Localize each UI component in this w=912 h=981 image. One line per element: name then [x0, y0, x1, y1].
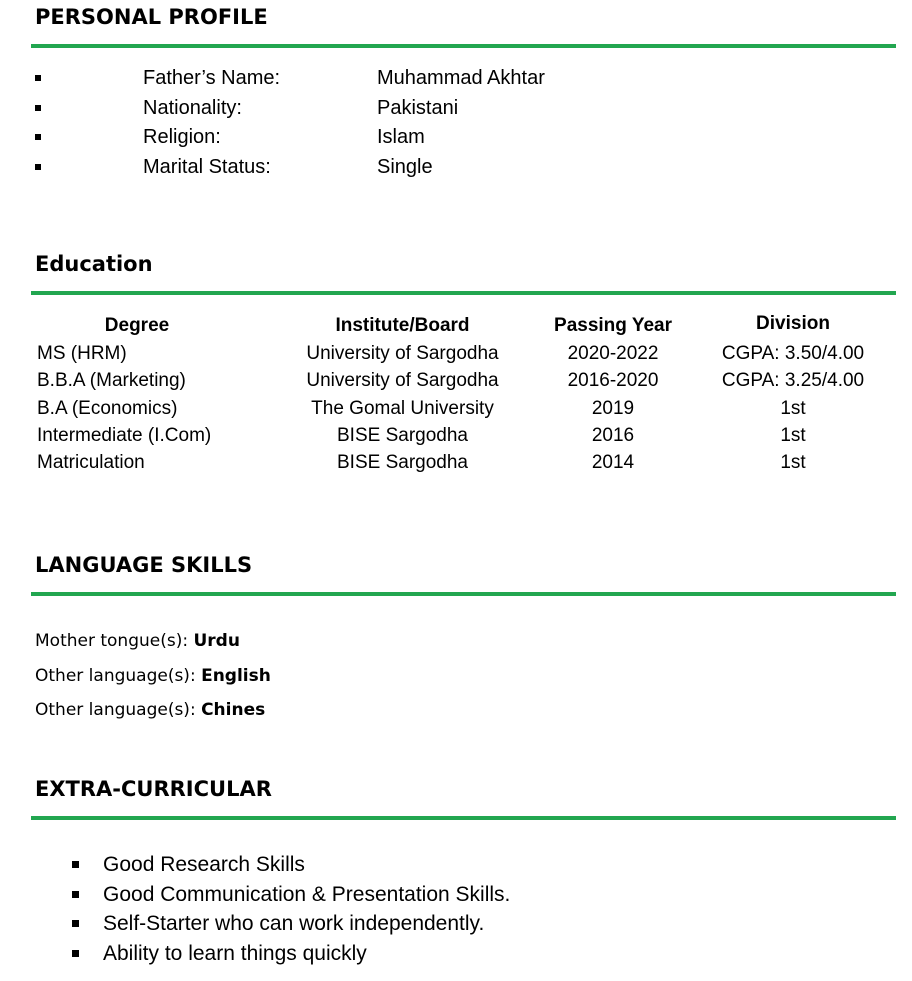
language-label: Other language(s): — [35, 666, 202, 686]
bullet-icon — [35, 134, 41, 140]
bullet-icon — [72, 891, 79, 898]
cell-year: 2019 — [591, 398, 635, 419]
column-header-degree: Degree — [104, 315, 170, 336]
column-header-institute: Institute/Board — [335, 315, 470, 336]
list-item-text: Self-Starter who can work independently. — [103, 912, 485, 935]
language-row-mother-tongue — [35, 630, 240, 652]
language-value: Chines — [201, 700, 266, 720]
cell-division: 1st — [780, 452, 806, 473]
cell-degree: B.A (Economics) — [37, 398, 178, 419]
language-row-other-2 — [35, 699, 265, 721]
cell-degree: MS (HRM) — [37, 343, 127, 364]
profile-value: Pakistani — [377, 97, 459, 119]
extra-curricular-divider — [31, 816, 896, 820]
language-skills-divider — [31, 592, 896, 596]
extra-curricular-heading: EXTRA-CURRICULAR — [35, 777, 272, 801]
language-label: Mother tongue(s): — [35, 631, 194, 651]
list-item-text: Good Research Skills — [103, 853, 305, 876]
cell-year: 2016 — [591, 425, 635, 446]
bullet-icon — [72, 920, 79, 927]
bullet-icon — [72, 950, 79, 957]
bullet-icon — [35, 75, 41, 81]
column-header-division: Division — [756, 313, 830, 334]
profile-label: Marital Status: — [143, 156, 271, 178]
cell-degree: Matriculation — [37, 452, 145, 473]
cell-year: 2016-2020 — [567, 370, 659, 391]
cell-year: 2014 — [591, 452, 635, 473]
education-divider — [31, 291, 896, 295]
profile-value: Islam — [377, 126, 425, 148]
profile-value: Single — [377, 156, 433, 178]
profile-label: Nationality: — [143, 97, 242, 119]
language-label: Other language(s): — [35, 700, 202, 720]
cell-institute: University of Sargodha — [306, 370, 499, 391]
cell-institute: University of Sargodha — [306, 343, 499, 364]
bullet-icon — [72, 861, 79, 868]
cell-degree: B.B.A (Marketing) — [37, 370, 186, 391]
profile-label: Father’s Name: — [143, 67, 281, 89]
personal-profile-heading: PERSONAL PROFILE — [35, 5, 268, 29]
language-skills-heading: LANGUAGE SKILLS — [35, 553, 253, 577]
list-item-text: Ability to learn things quickly — [103, 942, 367, 965]
bullet-icon — [35, 164, 41, 170]
cell-institute: BISE Sargodha — [337, 425, 468, 446]
cell-division: CGPA: 3.50/4.00 — [721, 343, 865, 364]
profile-label: Religion: — [143, 126, 221, 148]
language-value: Urdu — [193, 631, 240, 651]
cell-division: 1st — [780, 425, 806, 446]
language-row-other-1 — [35, 665, 271, 687]
column-header-passing-year: Passing Year — [554, 315, 672, 336]
language-value: English — [201, 666, 271, 686]
list-item-text: Good Communication & Presentation Skills. — [103, 883, 511, 906]
cell-institute: BISE Sargodha — [337, 452, 468, 473]
cell-division: CGPA: 3.25/4.00 — [721, 370, 865, 391]
cell-division: 1st — [780, 398, 806, 419]
education-heading: Education — [35, 252, 153, 276]
bullet-icon — [35, 105, 41, 111]
cell-institute: The Gomal University — [311, 398, 494, 419]
personal-profile-divider — [31, 44, 896, 48]
profile-value: Muhammad Akhtar — [377, 67, 545, 89]
cell-year: 2020-2022 — [567, 343, 659, 364]
cell-degree: Intermediate (I.Com) — [37, 425, 212, 446]
